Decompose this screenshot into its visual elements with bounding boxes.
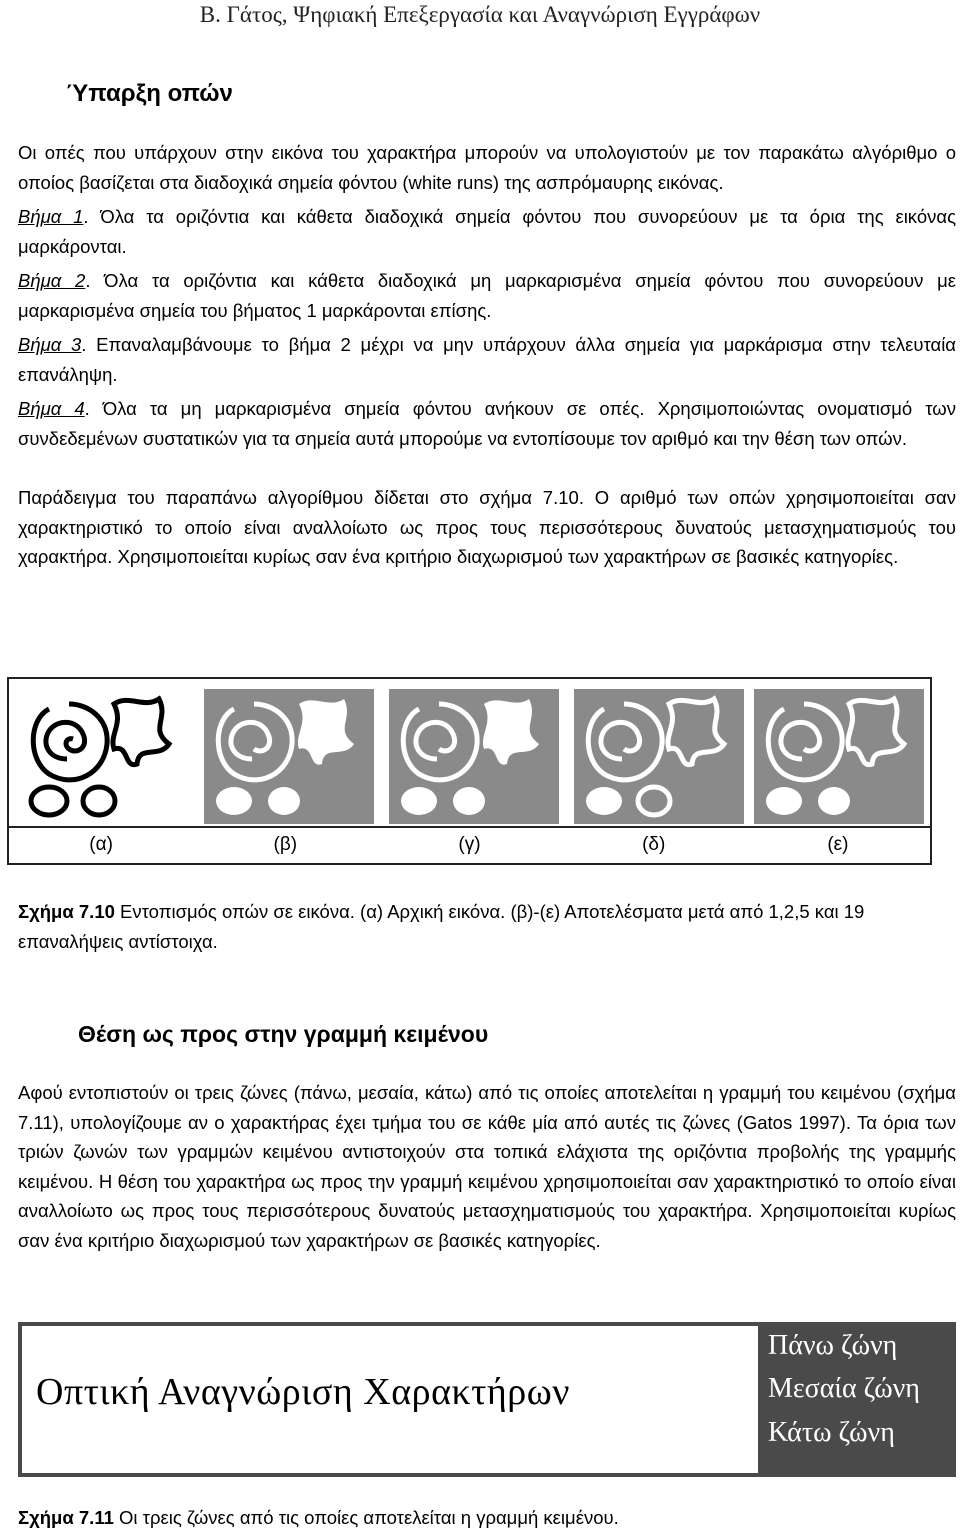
- zone-label-bottom: Κάτω ζώνη: [768, 1417, 895, 1448]
- panel-a-image: [19, 689, 184, 824]
- figure-7-11-caption-text: Οι τρεις ζώνες από τις οποίες αποτελείται η γραμμή κειμένου.: [113, 1507, 619, 1528]
- text-line-paragraph: Αφού εντοπιστούν οι τρεις ζώνες (πάνω, μεσαία, κάτω) από τις οποίες αποτελείται η γραμμή του κειμένου (σχήμα 7.11), υπολογίζουμε αν ο χαρακτήρας έχει τμήμα του σε κάθε μία από αυτές τις ζώνες (Gatos 1997). Τα όρια των τριών ζωνών των γραμμών κειμένου αντιστοιχούν στα τοπικά ελάχιστα της οριζόντια προβολής της γραμμής κειμένου. Η θέση του χαρακτήρα ως προς την γραμμή κειμένου χρησιμοποιείται σαν χαρακτηριστικό το οποίο είναι αναλλοίωτο ως προς τους περισσότερους δυνατούς μετασχηματισμούς του χαρακτήρα. Χρησιμοποιείται κυρίως σαν ένα κριτήριο διαχωρισμού των χαρακτήρων σε βασικές κατηγορίες.: [18, 1082, 956, 1251]
- label-b: (β): [273, 834, 298, 855]
- step-3: [18, 330, 956, 389]
- step-4-label: Βήμα 4: [18, 398, 85, 419]
- zone-label-middle: Μεσαία ζώνη: [768, 1373, 920, 1404]
- section-title-text-line: Θέση ως προς στην γραμμή κειμένου: [78, 1021, 489, 1047]
- panel-c-image: [389, 689, 559, 824]
- step-4-text: . Όλα τα μη μαρκαρισμένα σημεία φόντου ανήκουν σε οπές. Χρησιμοποιώντας ονοματισμό των συνδεδεμένων συστατικών για τα σημεία αυτά μπορούμε να εντοπίσουμε τον αριθμό και την θέση των οπών.: [18, 398, 956, 449]
- step-2-text: . Όλα τα οριζόντια και κάθετα διαδοχικά μη μαρκαρισμένα σημεία φόντου που συνορεύουν με μαρκαρισμένα σημεία του βήματος 1 μαρκάρονται επίσης.: [18, 270, 956, 321]
- step-1-text: . Όλα τα οριζόντια και κάθετα διαδοχικά σημεία φόντου που συνορεύουν με τα όρια της εικόνας μαρκάρονται.: [18, 206, 956, 257]
- figure-7-10: [7, 677, 932, 865]
- step-1-label: Βήμα 1: [18, 206, 84, 227]
- intro-paragraph: Οι οπές που υπάρχουν στην εικόνα του χαρακτήρα μπορούν να υπολογιστούν με τον παρακάτω αλγόριθμο ο οποίος βασίζεται στα διαδοχικά σημεία φόντου (white runs) της ασπρόμαυρης εικόνας.: [18, 142, 956, 193]
- section2-body: [18, 1078, 956, 1255]
- step-4: [18, 394, 956, 453]
- figure-7-11-caption-number: Σχήμα 7.11: [18, 1507, 114, 1528]
- step-2: [18, 266, 956, 325]
- step-2-label: Βήμα 2: [18, 270, 86, 291]
- running-header: Β. Γάτος, Ψηφιακή Επεξεργασία και Αναγνώριση Εγγράφων: [199, 2, 761, 27]
- step-3-label: Βήμα 3: [18, 334, 82, 355]
- step-1: [18, 202, 956, 261]
- section-title-holes: Ύπαρξη οπών: [66, 80, 233, 107]
- label-c: (γ): [458, 834, 481, 855]
- figure-7-10-labels: [9, 829, 930, 861]
- label-e: (ε): [827, 834, 849, 855]
- panel-d-image: [574, 689, 744, 824]
- label-d: (δ): [642, 834, 666, 855]
- zone-label-top: Πάνω ζώνη: [768, 1330, 898, 1361]
- figure-7-10-caption-text: Εντοπισμός οπών σε εικόνα. (α) Αρχική εικόνα. (β)-(ε) Αποτελέσματα μετά από 1,2,5 και 19 επαναλήψεις αντίστοιχα.: [18, 901, 865, 952]
- label-a: (α): [89, 834, 113, 855]
- figure-7-10-caption-number: Σχήμα 7.10: [18, 901, 115, 922]
- figure-7-10-images: [9, 679, 930, 829]
- panel-e-image: [754, 689, 924, 824]
- figure-7-10-caption: [18, 897, 956, 956]
- panel-b-image: [204, 689, 374, 824]
- section1-body: [18, 138, 956, 572]
- example-paragraph: Παράδειγμα του παραπάνω αλγορίθμου δίδεται στο σχήμα 7.10. Ο αριθμό των οπών χρησιμοποιείται σαν χαρακτηριστικό το οποίο είναι αναλλοίωτο ως προς τους περισσότερους δυνατούς μετασχηματισμούς του χαρακτήρα. Χρησιμοποιείται κυρίως σαν ένα κριτήριο διαχωρισμού των χαρακτήρων σε βασικές κατηγορίες.: [18, 487, 956, 567]
- figure-7-11: [18, 1322, 956, 1477]
- step-3-text: . Επαναλαμβάνουμε το βήμα 2 μέχρι να μην υπάρχουν άλλα σημεία για μαρκάρισμα στην τελευταία επανάληψη.: [18, 334, 956, 385]
- figure-7-11-caption: [18, 1503, 956, 1533]
- sample-text-line: Οπτική Αναγνώριση Χαρακτήρων: [36, 1371, 570, 1413]
